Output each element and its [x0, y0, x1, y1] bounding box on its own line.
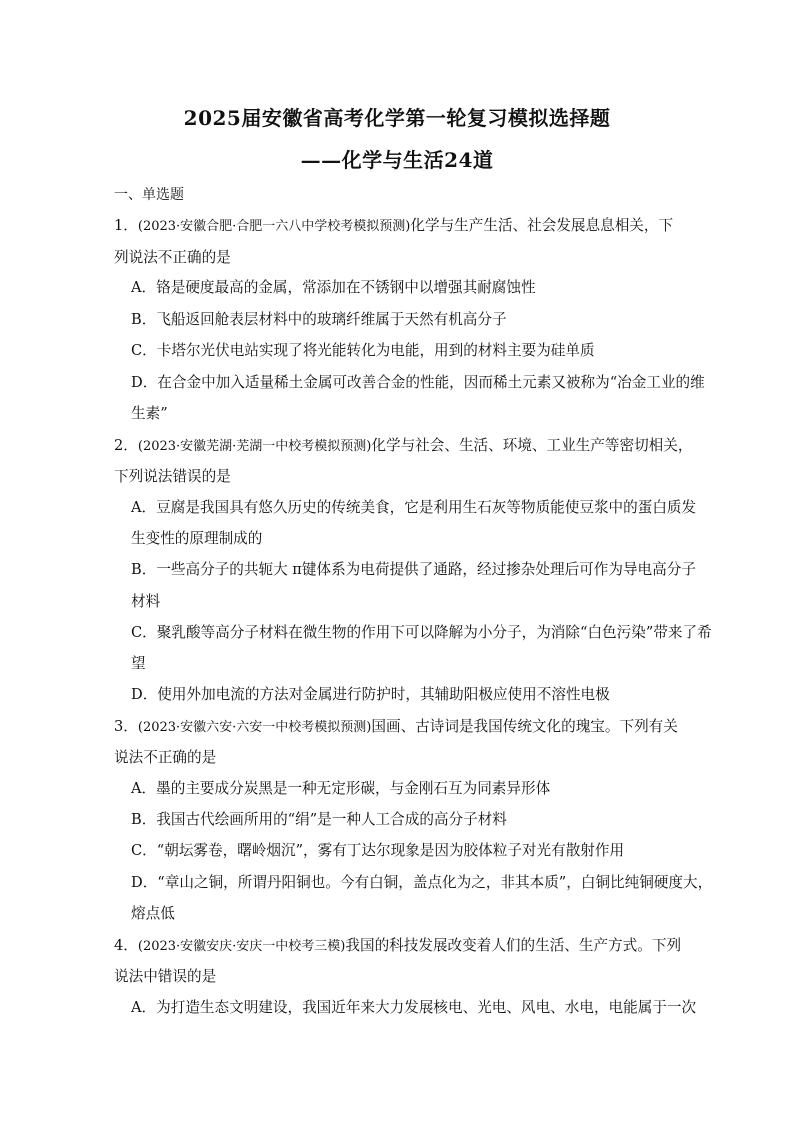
- question-2-option-d: D．使用外加电流的方法对金属进行防护时，其辅助阳极应使用不溶性电极: [131, 686, 610, 703]
- document-title: 2025届安徽省高考化学第一轮复习模拟选择题: [183, 106, 611, 130]
- question-2-option-c: C．聚乳酸等高分子材料在微生物的作用下可以降解为小分子，为消除“白色污染”带来了希: [131, 624, 712, 641]
- question-2-stem-cont: 下列说法错误的是: [114, 468, 231, 485]
- question-3-option-a: A．墨的主要成分炭黑是一种无定形碳，与金刚石互为同素异形体: [131, 780, 551, 797]
- question-1-option-d-cont: 生素”: [131, 405, 168, 422]
- question-2-option-a: A．豆腐是我国具有悠久历史的传统美食，它是利用生石灰等物质能使豆浆中的蛋白质发: [131, 499, 697, 516]
- question-1-option-d: D．在合金中加入适量稀土金属可改善合金的性能，因而稀土元素又被称为“冶金工业的维: [131, 374, 705, 391]
- question-1-stem: [114, 216, 673, 237]
- question-number: 3．: [114, 718, 138, 735]
- question-3-stem: [114, 717, 678, 738]
- question-stem: 化学与生产生活、社会发展息息相关，下: [410, 217, 674, 234]
- question-2-option-b: B．一些高分子的共轭大 π键体系为电荷提供了通路，经过掺杂处理后可作为导电高分子: [131, 561, 696, 578]
- question-4-option-a: A．为打造生态文明建设，我国近年来大力发展核电、光电、风电、水电，电能属于一次: [131, 999, 697, 1016]
- question-source: (2023·安徽芜湖·芜湖一中校考模拟预测): [137, 439, 372, 454]
- question-4-stem-cont: 说法中错误的是: [114, 968, 217, 985]
- question-1-stem-cont: 列说法不正确的是: [114, 249, 231, 266]
- question-3-option-b: B．我国古代绘画所用的“绢”是一种人工合成的高分子材料: [131, 811, 507, 828]
- question-2-option-b-cont: 材料: [131, 593, 161, 610]
- question-number: 2．: [114, 437, 138, 454]
- question-source: (2023·安徽六安·六安一中校考模拟预测): [137, 720, 372, 735]
- section-heading: 一、单选题: [114, 187, 184, 203]
- question-2-stem: [114, 436, 692, 457]
- question-3-stem-cont: 说法不正确的是: [114, 749, 217, 766]
- question-1-option-c: C．卡塔尔光伏电站实现了将光能转化为电能，用到的材料主要为硅单质: [131, 342, 595, 359]
- question-3-option-c: C．“朝坛雾卷，曙岭烟沉”，雾有丁达尔现象是因为胶体粒子对光有散射作用: [131, 842, 625, 859]
- question-3-option-d: D．“章山之铜，所谓丹阳铜也。今有白铜，盖点化为之，非其本质”，白铜比纯铜硬度大，: [131, 874, 713, 891]
- question-2-option-a-cont: 生变性的原理制成的: [131, 530, 263, 547]
- question-1-option-a: A．铬是硬度最高的金属，常添加在不锈钢中以增强其耐腐蚀性: [131, 279, 536, 296]
- question-3-option-d-cont: 熔点低: [131, 905, 175, 922]
- question-number: 1．: [114, 217, 138, 234]
- document-subtitle: ——化学与生活24道: [300, 148, 494, 172]
- question-stem: 我国的科技发展改变着人们的生活、生产方式。下列: [345, 937, 682, 954]
- question-4-stem: [114, 936, 681, 957]
- question-stem: 化学与社会、生活、环境、工业生产等密切相关，: [371, 437, 693, 454]
- question-2-option-c-cont: 望: [131, 655, 146, 672]
- question-stem: 国画、古诗词是我国传统文化的瑰宝。下列有关: [371, 718, 678, 735]
- question-source: (2023·安徽安庆·安庆一中校考三模): [137, 939, 346, 954]
- question-number: 4．: [114, 937, 138, 954]
- question-source: (2023·安徽合肥·合肥一六八中学校考模拟预测): [137, 219, 411, 234]
- question-1-option-b: B．飞船返回舱表层材料中的玻璃纤维属于天然有机高分子: [131, 311, 507, 328]
